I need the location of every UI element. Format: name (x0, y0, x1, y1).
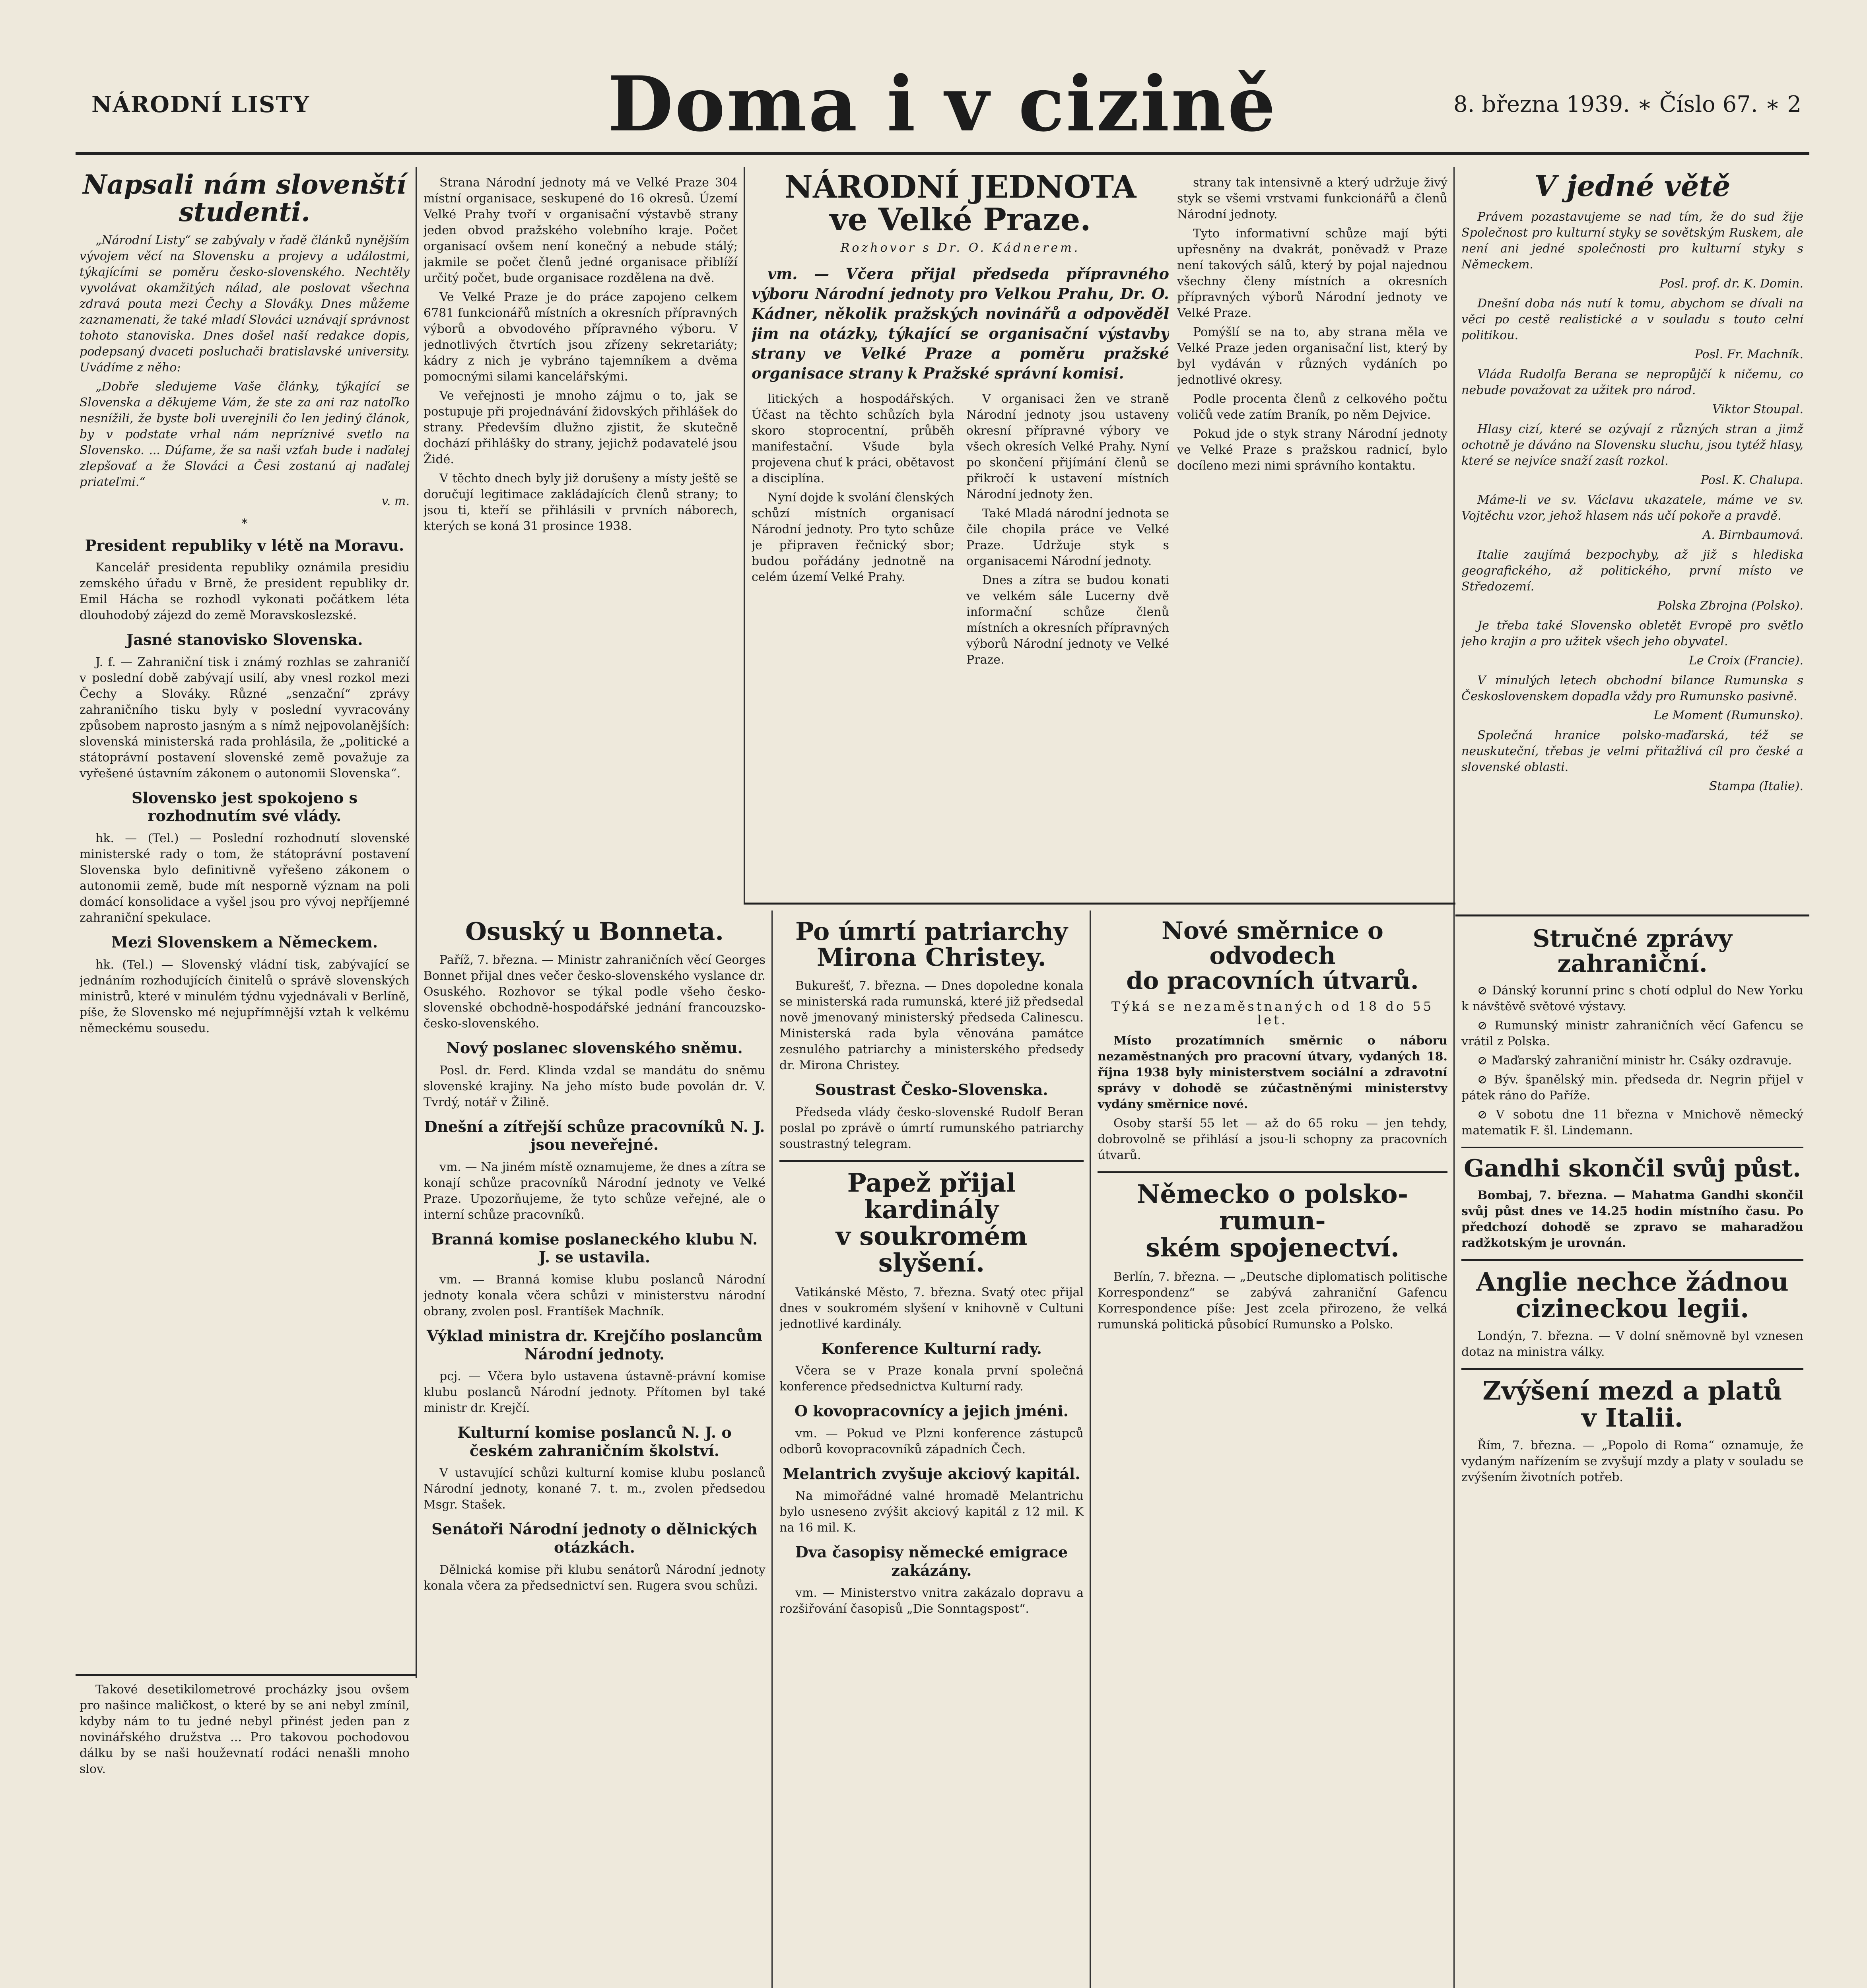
quote: Vláda Rudolfa Berana se nepropůjčí k ničemu, co nebude považovat za užitek pro národ. (1461, 367, 1803, 397)
quote-source: Viktor Stoupal. (1712, 402, 1803, 416)
column-rule (1090, 911, 1091, 1988)
article-paragraph: V organisaci žen ve straně Národní jednoty jsou ustaveny okresní přípravné výbory ve všech okresích Velké Prahy. Nyní po skončení přijímání členů se přikročí k ustavení místních Národní jednoty žen. (966, 392, 1169, 501)
article-lead: vm. — Včera přijal předseda přípravného výboru Národní jednoty pro Velkou Prahu, Dr. O. Kádner, několik pražských novinářů a odpověděl jim na otázky, týkající se organisační výstavby strany ve Velké Praze a poměru pražské organisace strany k Pražské správní komisi. (752, 264, 1169, 382)
article-paragraph: Strana Národní jednoty má ve Velké Praze 304 místní organisace, seskupené do 16 okresů. Území Velké Prahy tvoří v organisační výstavbě strany jeden obvod pražského volebního kraje. Počet organisací ovšem není konečný a nebude stálý; jakmile se počet členů jedné organisace přiblíží určitý počet, bude organisace rozdělena na dvě. (424, 176, 738, 285)
column-rule (771, 911, 773, 1988)
article-headline: Výklad ministra dr. Krejčího poslancům Národní jednoty. (426, 1327, 762, 1363)
article-paragraph: V ustavující schůzi kulturní komise klubu poslanců Národní jednoty, konané 7. t. m., zvolen předsedou Msgr. Stašek. (424, 1466, 765, 1512)
section-divider (1455, 914, 1809, 916)
section-divider (76, 1674, 416, 1676)
article-paragraph: „Dobře sledujeme Vaše články, týkající se Slovenska a děkujeme Vám, že ste za ani raz natoľko nesnížili, že byste boli uverejnili čo len jediný článok, by v podstate vrhal nám nepríznivé svetlo na Slovensko. ... Dúfame, že sa naši vzťah bude i naďalej zlepšovať a že Slováci a Česi zostanú aj naďalej priateľmi.“ (80, 379, 410, 489)
quote-source: Posl. K. Chalupa. (1700, 473, 1803, 487)
article-headline: v soukromém slyšení. (835, 1221, 1028, 1278)
article-headline: Anglie nechce žádnou (1476, 1267, 1789, 1297)
section-divider (1461, 1259, 1803, 1261)
article-paragraph: Také Mladá národní jednota se čile chopila práce ve Velké Praze. Udržuje styk s organisacemi Národní jednoty. (966, 506, 1169, 568)
section-title: Doma i v cizině (608, 60, 1277, 148)
column-v-jedne-vete (1461, 167, 1803, 914)
article-headline: Slovensko jest spokojeno s rozhodnutím své vlády. (131, 788, 357, 825)
column-christey (779, 914, 1084, 1988)
column-left (80, 167, 410, 1670)
section-divider (744, 903, 1455, 905)
news-item-text: V sobotu dne 11 března v Mnichově německý matematik F. šl. Lindemann. (1461, 1108, 1803, 1138)
quote: Italie zaujímá bezpochyby, až již s hlediska geografického, až politického, první místo ve Středozemí. (1461, 547, 1803, 594)
article-headline: ském spojenectví. (1146, 1233, 1399, 1263)
article-headline: Mezi Slovenskem a Německem. (111, 933, 378, 951)
article-paragraph: Místo prozatímních směrnic o náboru nezaměstnaných pro pracovní útvary, vydaných 18. října 1938 byly ministerstvem sociální a zdravotní správy v dohodě se zúčastněnými ministerstvy vydány směrnice nové. (1098, 1034, 1447, 1112)
article-paragraph: litických a hospodářských. Účast na těchto schůzích byla skoro stoprocentní, průběh manifestační. Všude byla projevena chuť k práci, obětavost a disciplína. (752, 392, 954, 485)
article-paragraph: Kancelář presidenta republiky oznámila presidiu zemského úřadu v Brně, že president republiky dr. Emil Hácha se rozhodl vykonati počátkem léta dlouhodobý zájezd do země Moravskoslezské. (80, 561, 410, 623)
article-paragraph: Pomýšlí se na to, aby strana měla ve Velké Praze jeden organisační list, který by byl vydáván v různých vydáních po jednotlivé okresy. (1177, 325, 1447, 387)
quote-source: Posl. prof. dr. K. Domin. (1659, 276, 1803, 291)
column-narodni-left (424, 175, 738, 899)
article-narodni-jednota (752, 167, 1169, 903)
article-paragraph: Bombaj, 7. března. — Mahatma Gandhi skončil svůj půst dnes ve 14.25 hodin místního času. Po předchozí dohodě se zpravo se maharadžou radžkotským je urovnán. (1461, 1188, 1803, 1250)
article-paragraph: Vatikánské Město, 7. března. Svatý otec přijal dnes v soukromém slyšení v knihovně v Cultuni jednotlivé kardinály. (779, 1285, 1084, 1331)
article-paragraph: Posl. dr. Ferd. Klinda vzdal se mandátu do sněmu slovenské krajiny. Na jeho místo bude povolán dr. V. Tvrdý, notář v Žilině. (424, 1063, 765, 1109)
quote-source: Posl. Fr. Machník. (1694, 347, 1803, 361)
byline: Rozhovor s Dr. O. Kádnerem. (840, 241, 1080, 255)
article-paragraph: V těchto dnech byly již dorušeny a místy ještě se doručují legitimace zakládajících členů strany; to jsou ti, kteří se přihlásili v prvních náborech, kterých se koná 31 prosince 1938. (424, 472, 738, 533)
article-paragraph: Berlín, 7. března. — „Deutsche diplomatisch politische Korrespondenz“ se zabývá zahraniční Gafencu Korrespondence píše: Jest zcela přirozeno, že velká rumunská politická působící Rumunsko a Polsko. (1098, 1270, 1447, 1332)
article-paragraph: Řím, 7. března. — „Popolo di Roma“ oznamuje, že vydaným nařízením se zvyšují mzdy a platy v souladu se zvýšením životních potřeb. (1461, 1438, 1803, 1484)
article-paragraph: vm. — Pokud ve Plzni konference zástupců odborů kovopracovníků západních Čech. (779, 1426, 1084, 1456)
quote: Společná hranice polsko-maďarská, též se neuskuteční, třebas je velmi přitažlivá cíl pro české a slovenské oblasti. (1461, 728, 1803, 774)
article-subheadline: Týká se nezaměstnaných od 18 do 55 let. (1111, 999, 1434, 1027)
article-paragraph: J. f. — Zahraniční tisk i známý rozhlas se zahraničí v poslední době zabývají usilí, aby vnesl rozkol mezi Čechy a Slováky. Různé „senzační“ zprávy zahraničního tisku byly v poslední vyvracovány způsobem naprosto jasným a s nímž nejpovolanějších: slovenská ministerská rada prohlásila, že „politické a státoprávní postavení slovenské země považuje za vyřešené ústavním zákonem o autonomii Slovenska“. (80, 655, 410, 780)
article-paragraph: Dnes a zítra se budou konati ve velkém sále Lucerny dvě informační schůze členů místních a okresních přípravných výborů Národní jednoty ve Velké Praze. (966, 573, 1169, 667)
article-headline: Osuský u Bonneta. (465, 917, 724, 946)
signature: v. m. (381, 494, 410, 508)
article-headline: Napsali nám slovenští studenti. (83, 169, 406, 228)
article-paragraph: hk. (Tel.) — Slovenský vládní tisk, zabývající se jednáním rozhodujících činitelů o správě slovenských ministrů, které v minulém týdnu vyjednávali v Berlíně, píše, že Slovensko mé nejupřímnější vztah k velkému německému sousedu. (80, 957, 410, 1035)
article-paragraph: Tyto informativní schůze mají býti upřesněny na dvakrát, poněvadž v Praze není takových sálů, který by pojal najednou všechny členy místních a okresních přípravných výborů Národní jednoty ve Velké Praze. (1177, 227, 1447, 320)
article-paragraph: pcj. — Včera bylo ustavena ústavně-právní komise klubu poslanců Národní jednoty. Přítomen byl také ministr dr. Krejčí. (424, 1369, 765, 1415)
column-narodni-right (1177, 175, 1447, 899)
masthead (76, 60, 1809, 155)
article-paragraph: hk. — (Tel.) — Poslední rozhodnutí slovenské ministerské rady o tom, že státoprávní postavení Slovenska bylo definitivně vyřešeno zákonem o autonomii země, bude mít nesporně význam na poli domácí konsolidace a vyšel jsou pro vývoj nepříjemné zahraniční spekulace. (80, 831, 410, 925)
quote: Hlasy cizí, které se ozývají z různých stran a jimž ochotně je dáváno na Slovensku sluchu, jsou tytéž hlasy, které se nejvíce snaží zasít rozkol. (1461, 422, 1803, 468)
article-paragraph: „Národní Listy“ se zabývaly v řadě článků nynějším vývojem věcí na Slovensku a projevy a událostmi, týkajícími se poměru česko-slovenského. Nechtěly vyvolávat okamžitých nálad, ale poslovat všechna zdravá pouta mezi Čechy a Slováky. Dnes můžeme zaznamenati, že také mladí Slováci uznávají správnost tohoto stanoviska. Dnes došel naší redakce dopis, podepsaný dvaceti posluchači bratislavské university. Uvádíme z něho: (80, 233, 410, 375)
quote-source: A. Birnbaumová. (1702, 528, 1803, 542)
quote: Máme-li ve sv. Václavu ukazatele, máme ve sv. Vojtěchu vzor, jehož hlasem nás učí pokoře a pravdě. (1461, 493, 1803, 523)
article-headline: do pracovních útvarů. (1126, 967, 1419, 995)
article-headline: Dnešní a zítřejší schůze pracovníků N. J. jsou neveřejné. (424, 1117, 765, 1154)
article-headline: Gandhi skončil svůj půst. (1464, 1155, 1801, 1182)
article-headline: v Italii. (1581, 1403, 1683, 1433)
article-headline: Stručné zprávy zahraniční. (1533, 925, 1732, 978)
article-headline: Nový poslanec slovenského sněmu. (446, 1039, 743, 1057)
column-rule (1453, 167, 1455, 1988)
section-divider (779, 1160, 1084, 1162)
article-headline: Papež přijal kardinály (847, 1168, 1016, 1225)
article-headline: Zvýšení mezd a platů (1482, 1376, 1782, 1406)
article-columns (752, 391, 1169, 671)
column-smernice (1098, 914, 1447, 1988)
article-headline: Německo o polsko-rumun- (1137, 1179, 1409, 1236)
article-paragraph: Bukurešť, 7. března. — Dnes dopoledne konala se ministerská rada rumunská, které již předsedal nově jmenovaný ministerský předseda Calinescu. Ministerská rada byla věnována památce zesnulého patriarchy a ministerského předsedy dr. Mirona Christey. (779, 979, 1084, 1073)
article-headline: Soustrast Česko-Slovenska. (815, 1081, 1048, 1099)
article-paragraph: Londýn, 7. března. — V dolní sněmovně byl vznesen dotaz na ministra války. (1461, 1329, 1803, 1359)
quote: Je třeba také Slovensko obletět Evropě pro světlo jeho krajin a pro užitek všech jeho obyvatel. (1461, 618, 1803, 648)
paper-name: NÁRODNÍ LISTY (91, 91, 310, 118)
article-paragraph: vm. — Ministerstvo vnitra zakázalo dopravu a rozšiřování časopisů „Die Sonntagspost“. (779, 1586, 1084, 1616)
article-paragraph: Paříž, 7. března. — Ministr zahraničních věcí Georges Bonnet přijal dnes večer česko-slovenského vyslance dr. Osuského. Rozhovor se týkal podle všeho česko-slovenské obchodně-hospodářské jednání francouzsko-česko-slovenského. (424, 953, 765, 1031)
news-item: ⊘ Dánský korunní princ s chotí odplul do New Yorku k návštěvě světové výstavy. (1461, 984, 1803, 1013)
quote-source: Le Croix (Francie). (1688, 653, 1803, 668)
quote-source: Le Moment (Rumunsko). (1653, 708, 1803, 722)
article-paragraph: Nyní dojde k svolání členských schůzí místních organisací Národní jednoty. Pro tyto schůze je připraven řečnický sbor; budou pořádány jednotně na celém území Velké Prahy. (752, 490, 954, 584)
article-headline: V jedné větě (1534, 169, 1731, 203)
article-headline: Melantrich zvyšuje akciový kapitál. (783, 1464, 1080, 1483)
news-item-text: Dánský korunní princ s chotí odplul do New Yorku k návštěvě světové výstavy. (1461, 984, 1803, 1013)
news-item: ⊘ Maďarský zahraniční ministr hr. Csáky ozdravuje. (1477, 1054, 1792, 1068)
column-right-news (1461, 922, 1803, 1988)
news-item-text: Rumunský ministr zahraničních věcí Gafencu se vrátil z Polska. (1461, 1019, 1803, 1048)
article-paragraph: Takové desetikilometrové procházky jsou ovšem pro našince maličkost, o které by se ani nebyl zmínil, kdyby nám to tu jedné nebyl přinést jeden pan z novinářského družstva ... Pro takovou pochodovou dálku by se naši houževnatí rodáci nenašli mnoho slov. (80, 1683, 410, 1776)
article-headline: ve Velké Praze. (830, 201, 1091, 238)
news-item: ⊘ Rumunský ministr zahraničních věcí Gafencu se vrátil z Polska. (1461, 1019, 1803, 1048)
article-paragraph: Dělnická komise při klubu senátorů Národní jednoty konala včera za předsednictví sen. Rugera svou schůzi. (424, 1563, 765, 1593)
article-headline: O kovopracovnícy a jejich jméni. (794, 1402, 1069, 1420)
article-headline: Mirona Christey. (816, 943, 1047, 972)
section-divider (1098, 1171, 1447, 1173)
quote-source: Polska Zbrojna (Polsko). (1657, 598, 1803, 613)
section-divider (1461, 1147, 1803, 1148)
article-headline: Po úmrtí patriarchy (795, 917, 1068, 946)
article-paragraph: Pokud jde o styk strany Národní jednoty ve Velké Praze s pražskou radnicí, bylo docíleno mezi nimi správního kontaktu. (1177, 427, 1447, 473)
section-divider (1461, 1368, 1803, 1370)
article-headline: NÁRODNÍ JEDNOTA (784, 169, 1137, 205)
article-paragraph: Na mimořádné valné hromadě Melantrichu bylo usneseno zvýšit akciový kapitál z 12 mil. K na 16 mil. K. (779, 1489, 1084, 1535)
article-paragraph: Ve veřejnosti je mnoho zájmu o to, jak se postupuje při projednávání židovských přihlášek do strany. Především dlužno zjistit, že skutečně dochází přihlášky do strany, jejichž podavatelé jsou Židé. (424, 389, 738, 466)
column-rule (744, 167, 745, 903)
article-paragraph: vm. — Na jiném místě oznamujeme, že dnes a zítra se konají schůze pracovníků Národní jednoty ve Velké Praze. Upozorňujeme, že tyto schůze veřejné, ale o interní schůze pracovníků. (424, 1160, 765, 1222)
quote: V minulých letech obchodní bilance Rumunska s Československem dopadla vždy pro Rumunsko pasivně. (1461, 673, 1803, 703)
news-item: ⊘ V sobotu dne 11 března v Mnichově německý matematik F. šl. Lindemann. (1461, 1108, 1803, 1138)
article-headline: Senátoři Národní jednoty o dělnických otázkách. (431, 1520, 758, 1557)
news-item-text: Býv. španělský min. předseda dr. Negrin přijel v pátek ráno do Paříže. (1461, 1073, 1803, 1103)
news-item-text: Maďarský zahraniční ministr hr. Csáky ozdravuje. (1491, 1054, 1792, 1068)
column-bonneta (424, 914, 765, 1988)
article-headline: Branná komise poslaneckého klubu N. J. se ustavila. (431, 1230, 758, 1266)
article-paragraph: vm. — Branná komise klubu poslanců Národní jednoty konala včera schůzi v ministerstvu národní obrany, zvolen posl. Frantíšek Machník. (424, 1273, 765, 1319)
article-headline: Jasné stanovisko Slovenska. (126, 631, 363, 649)
column-left-bottom (80, 1682, 410, 1988)
article-paragraph: Podle procenta členů z celkového počtu voličů vede zatím Braník, po něm Dejvice. (1177, 392, 1447, 422)
article-headline: Konference Kulturní rady. (821, 1339, 1042, 1357)
article-paragraph: Ve Velké Praze je do práce zapojeno celkem 6781 funkcionářů místních a okresních přípravných výborů a obvodového přípravného výboru. V jednotlivých čtvrtích jsou zřízeny sekretariáty; kádry z nich je vybráno tajemníkem a dvěma pomocnými silami kancelářskými. (424, 290, 738, 384)
quote-source: Stampa (Italie). (1709, 779, 1803, 793)
article-subcolumn (966, 391, 1169, 671)
article-subcolumn (752, 391, 954, 671)
issue-info: 8. března 1939. ∗ Číslo 67. ∗ 2 (1453, 91, 1801, 117)
article-headline: Nové směrnice o odvodech (1162, 917, 1383, 970)
article-headline: President republiky v létě na Moravu. (85, 536, 404, 554)
article-paragraph: strany tak intensivně a který udržuje živý styk se všemi vrstvami funkcionářů a členů Národní jednoty. (1177, 176, 1447, 221)
quote: Dnešní doba nás nutí k tomu, abychom se dívali na věci po cestě realistické a v souladu s touto celní politikou. (1461, 296, 1803, 342)
article-paragraph: Osoby starší 55 let — až do 65 roku — jen tehdy, dobrovolně se přihlásí a jsou-li schopny za pracovních útvarů. (1098, 1116, 1447, 1163)
article-headline: Dva časopisy německé emigrace zakázány. (795, 1543, 1068, 1579)
separator-star: ∗ (240, 514, 249, 528)
news-item: ⊘ Býv. španělský min. předseda dr. Negrin přijel v pátek ráno do Paříže. (1461, 1073, 1803, 1103)
article-paragraph: Předseda vlády česko-slovenské Rudolf Beran poslal po zprávě o úmrtí rumunského patriarchy soustrastný telegram. (779, 1105, 1084, 1151)
column-rule (416, 167, 417, 1678)
article-headline: Kulturní komise poslanců N. J. o českém zahraničním školství. (457, 1423, 732, 1460)
article-paragraph: Včera se v Praze konala první společná konference předsednictva Kulturní rady. (779, 1364, 1084, 1394)
article-headline: cizineckou legii. (1515, 1294, 1749, 1324)
quote: Právem pozastavujeme se nad tím, že do sud žije Společnost pro kulturní styky se sovětským Ruskem, ale není ani jedné společnosti pro kulturní styky s Německem. (1461, 210, 1803, 272)
